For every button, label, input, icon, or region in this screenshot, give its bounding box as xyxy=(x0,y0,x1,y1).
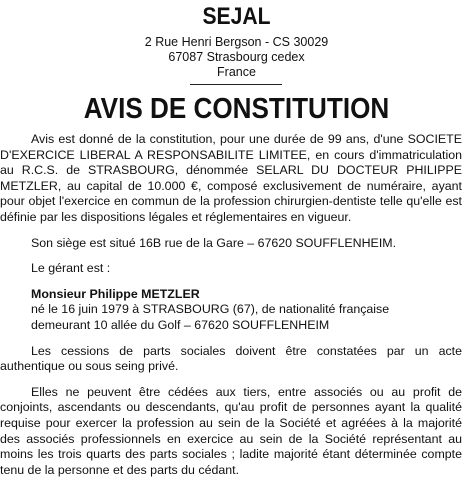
manager-block xyxy=(31,287,462,334)
paragraph-constitution: Avis est donné de la constitution, pour une durée de 99 ans, d'une SOCIETE D'EXERCICE LIBERAL A RESPONSABILITE LIMITEE, en cours d'immatriculation au R.C.S. de STRASBOURG, dénommée SELARL DU DOCTEUR PHILIPPE METZLER, au capital de 10.000 €, composé exclusivement de numéraire, ayant pour objet l'exercice en commun de la profession chirurgien-dentiste telle qu'elle est définie par les dispositions légales et réglementaires en vigueur. xyxy=(0,132,462,224)
paragraph-restrictions: Elles ne peuvent être cédées aux tiers, entre associés ou au profit de conjoints, ascendants ou descendants, qu'au profit de personnes ayant la qualité requise pour exercer la profession au sein de la Société et agréées à la majorité des associés professionnels en exercice au sein de la Société représentant au moins les trois quarts des parts sociales ; ladite majorité étant déterminée compte tenu de la personne et des parts du cédant. xyxy=(0,384,462,477)
address-line-2: 67087 Strasbourg cedex xyxy=(168,50,305,64)
paragraph-transfers: Les cessions de parts sociales doivent être constatées par un acte authentique ou sous seing privé. xyxy=(0,343,462,374)
paragraph-seat: Son siège est situé 16B rue de la Gare – 67620 SOUFFLENHEIM. xyxy=(31,235,397,250)
separator-rule xyxy=(190,84,282,85)
manager-surname: METZLER xyxy=(141,286,200,301)
manager-residence: demeurant 10 allée du Golf – 67620 SOUFFLENHEIM xyxy=(31,317,330,332)
notice-body xyxy=(0,132,462,488)
manager-name xyxy=(31,287,462,303)
address-line-3: France xyxy=(217,65,256,79)
notice-title: AVIS DE CONSTITUTION xyxy=(83,93,390,125)
manager-title: Monsieur Philippe xyxy=(31,286,142,301)
company-name: SEJAL xyxy=(202,3,271,30)
manager-birth: né le 16 juin 1979 à STRASBOURG (67), de nationalité française xyxy=(31,302,390,317)
paragraph-manager-intro: Le gérant est : xyxy=(31,261,111,276)
address-line-1: 2 Rue Henri Bergson - CS 30029 xyxy=(144,35,329,49)
